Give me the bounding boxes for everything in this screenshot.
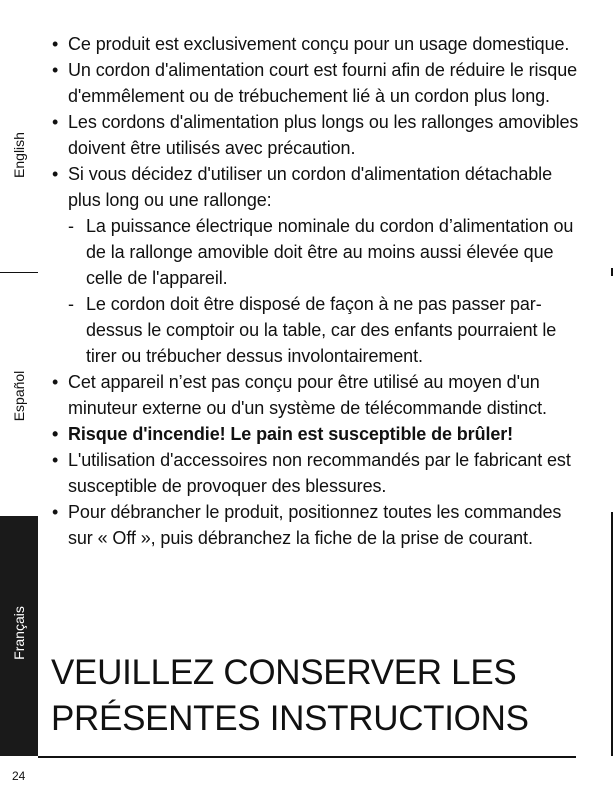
list-item: • Cet appareil n’est pas conçu pour être utilisé au moyen d'un minuteur externe ou d'un système de télécommande distinct. — [52, 372, 547, 418]
sub-list-item: - Le cordon doit être disposé de façon à ne pas passer par-dessus le comptoir ou la table, car des enfants pourraient le tirer ou trébucher dessus involontairement. — [68, 294, 557, 366]
warning-item: • Risque d'incendie! Le pain est susceptible de brûler! — [52, 424, 514, 444]
bottom-divider — [38, 756, 576, 758]
tab-francais: Français — [11, 606, 27, 660]
tab-espanol: Español — [11, 370, 27, 422]
page-number: 24 — [12, 769, 26, 783]
sub-list-item: - La puissance électrique nominale du cordon d’alimentation ou de la rallonge amovible doit être au moins aussi élevée que celle de l'appareil. — [68, 216, 574, 288]
list-item: • Pour débrancher le produit, positionnez toutes les commandes sur « Off », puis débranchez la fiche de la prise de courant. — [52, 502, 562, 548]
list-item: • Ce produit est exclusivement conçu pour un usage domestique. — [52, 34, 570, 54]
tab-divider — [0, 272, 38, 273]
save-instructions-heading: VEUILLEZ CONSERVER LES PRÉSENTES INSTRUCTIONS — [51, 653, 529, 738]
safety-instructions — [50, 31, 580, 551]
list-item: • Un cordon d'alimentation court est fourni afin de réduire le risque d'emmêlement ou de trébuchement lié à un cordon plus long. — [52, 60, 578, 106]
list-item: • Les cordons d'alimentation plus longs ou les rallonges amovibles doivent être utilisés avec précaution. — [52, 112, 579, 158]
list-item: • Si vous décidez d'utiliser un cordon d'alimentation détachable plus long ou une rallonge: — [52, 164, 552, 210]
list-item: • L'utilisation d'accessoires non recommandés par le fabricant est susceptible de provoquer des blessures. — [52, 450, 571, 496]
tab-english: English — [11, 132, 27, 178]
